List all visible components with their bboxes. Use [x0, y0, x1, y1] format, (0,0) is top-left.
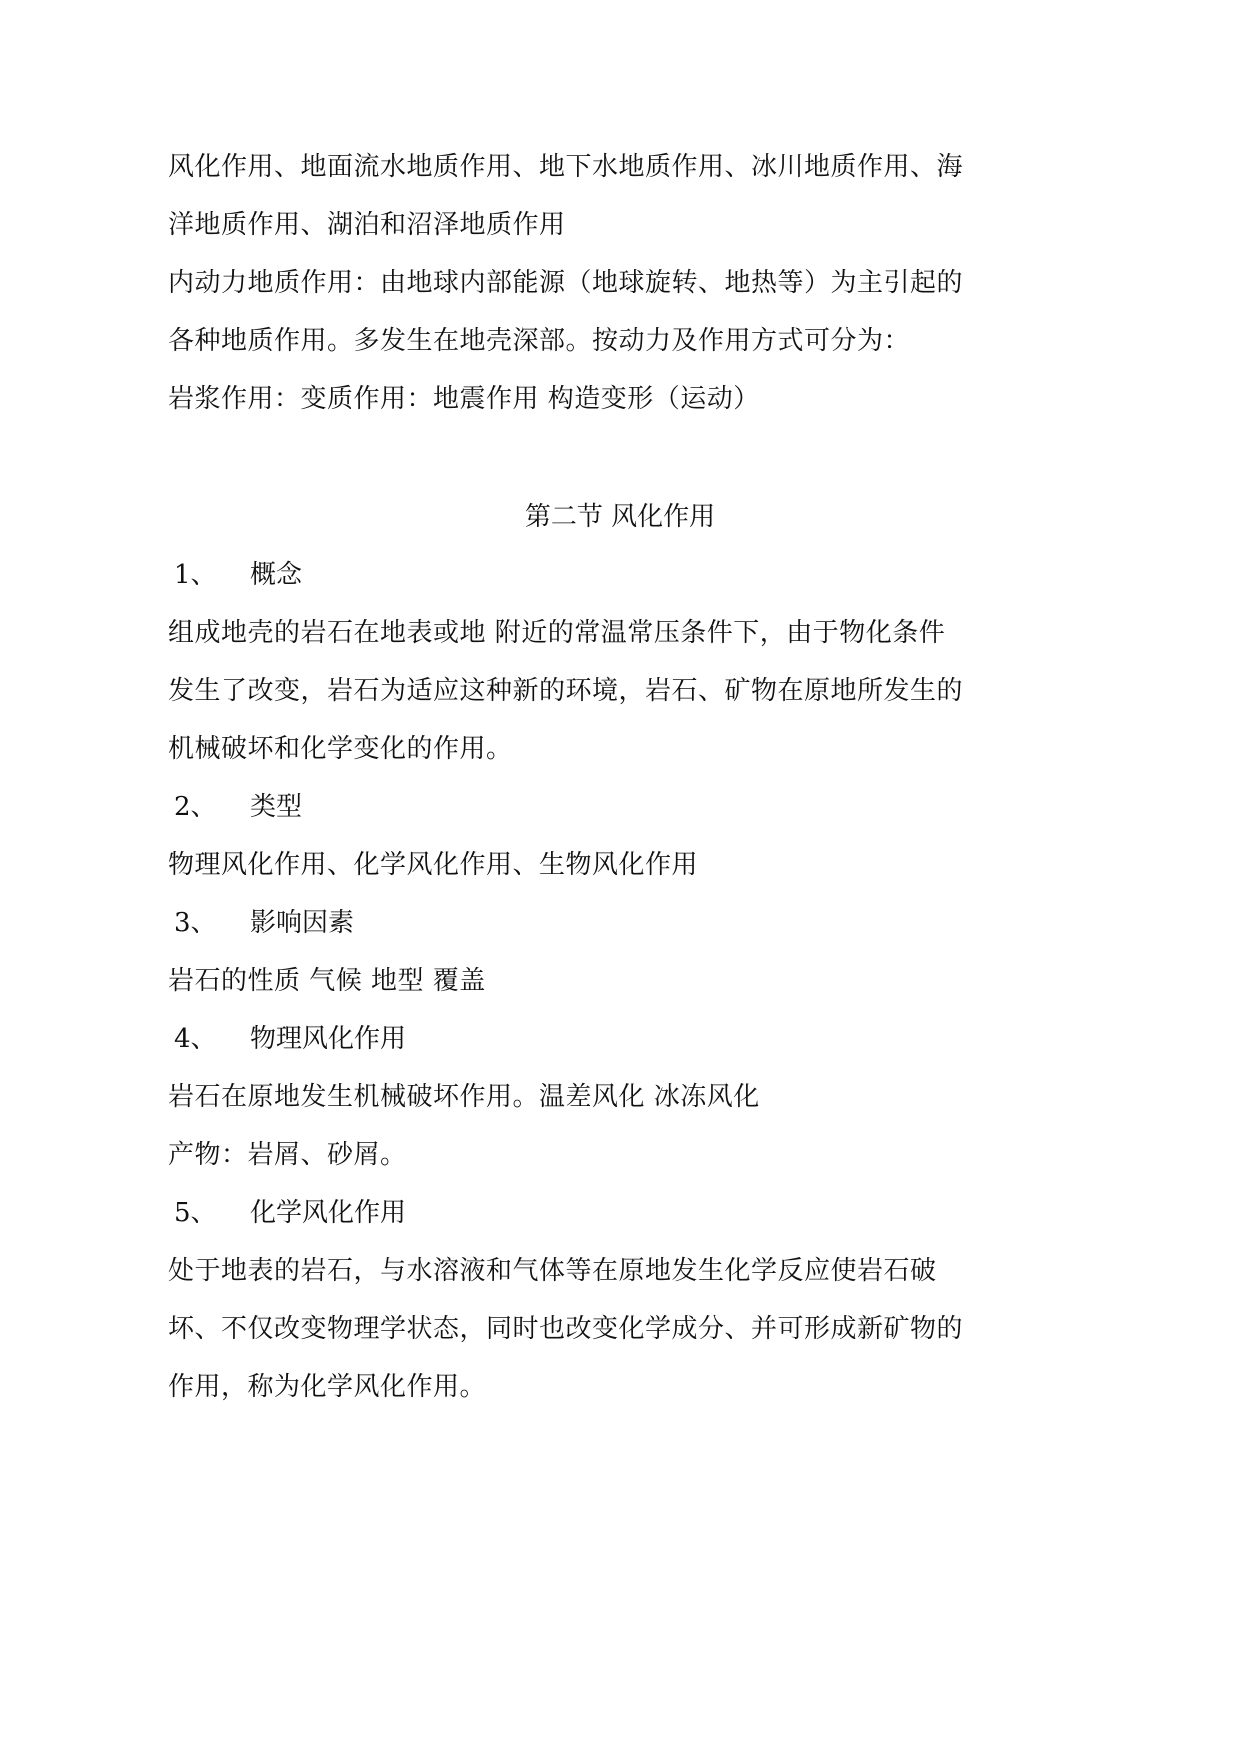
item-1-body-line-3: 机械破坏和化学变化的作用。 — [168, 734, 513, 764]
item-title: 物理风化作用 — [250, 1024, 407, 1054]
item-heading-4 — [174, 1024, 406, 1054]
item-4-body-line-2: 产物：岩屑、砂屑。 — [168, 1140, 407, 1170]
intro-line-5: 岩浆作用：变质作用：地震作用 构造变形（运动） — [168, 384, 760, 414]
item-1-body-line-2: 发生了改变，岩石为适应这种新的环境，岩石、矿物在原地所发生的 — [168, 676, 964, 706]
item-title: 化学风化作用 — [250, 1198, 407, 1228]
item-1-body-line-1: 组成地壳的岩石在地表或地 附近的常温常压条件下，由于物化条件 — [168, 618, 946, 648]
item-number: 3、 — [174, 908, 217, 938]
intro-line-4: 各种地质作用。多发生在地壳深部。按动力及作用方式可分为： — [168, 326, 911, 356]
item-5-body-line-3: 作用，称为化学风化作用。 — [168, 1372, 487, 1402]
item-number: 2、 — [174, 792, 217, 822]
item-number: 4、 — [174, 1024, 217, 1054]
intro-line-2: 洋地质作用、湖泊和沼泽地质作用 — [168, 210, 566, 240]
item-number: 5、 — [174, 1198, 217, 1228]
item-heading-3 — [174, 908, 354, 938]
item-heading-5 — [174, 1198, 406, 1228]
item-3-body-line-1: 岩石的性质 气候 地型 覆盖 — [168, 966, 486, 996]
item-2-body-line-1: 物理风化作用、化学风化作用、生物风化作用 — [168, 850, 699, 880]
item-title: 影响因素 — [250, 908, 355, 938]
item-5-body-line-2: 坏、不仅改变物理学状态，同时也改变化学成分、并可形成新矿物的 — [168, 1314, 964, 1344]
item-number: 1、 — [174, 560, 217, 590]
intro-line-3: 内动力地质作用：由地球内部能源（地球旋转、地热等）为主引起的 — [168, 268, 964, 298]
item-5-body-line-1: 处于地表的岩石，与水溶液和气体等在原地发生化学反应使岩石破 — [168, 1256, 937, 1286]
item-title: 概念 — [250, 560, 303, 590]
item-heading-1 — [174, 560, 302, 590]
intro-line-1: 风化作用、地面流水地质作用、地下水地质作用、冰川地质作用、海 — [168, 152, 964, 182]
item-4-body-line-1: 岩石在原地发生机械破坏作用。温差风化 冰冻风化 — [168, 1082, 760, 1112]
item-title: 类型 — [250, 792, 303, 822]
section-title: 第二节 风化作用 — [524, 502, 716, 532]
item-heading-2 — [174, 792, 302, 822]
